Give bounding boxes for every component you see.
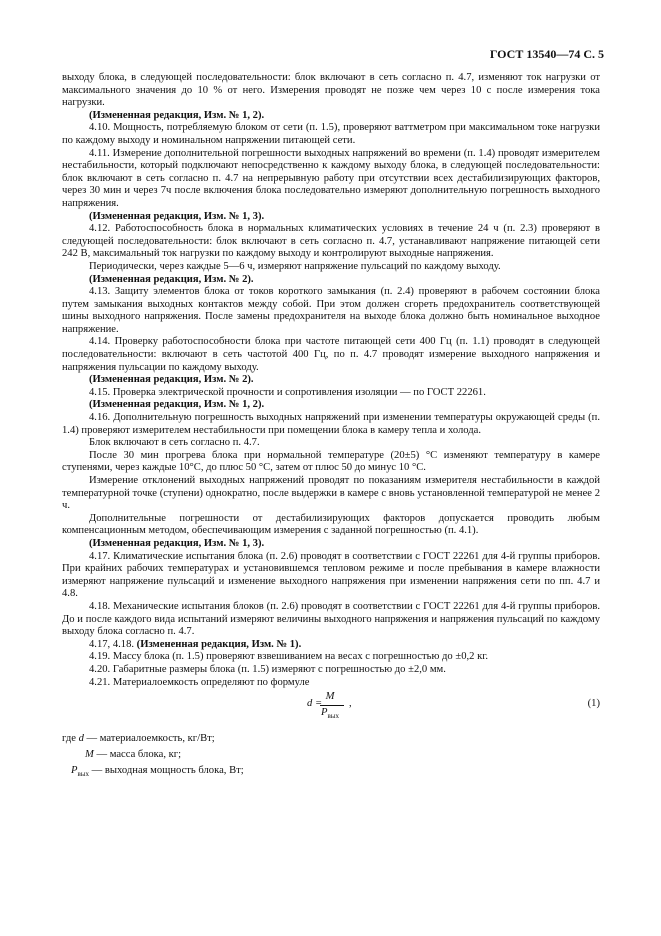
formula-denominator: $P_{вых}$ <box>321 706 339 720</box>
revision-note <box>62 639 600 652</box>
paragraph: Измерение отклонений выходных напряжений проводят по показаниям измерителя нестабильности в каждой температурной точке (ступени) однократно, после выдержки в камере с вновь установленной температурой не менее 2 ч. <box>62 475 600 512</box>
paragraph: Периодически, через каждые 5—6 ч, измеряют напряжение пульсаций по каждому выходу. <box>89 260 501 272</box>
legend-symbol: P <box>71 764 78 776</box>
revision-note: (Измененная редакция, Изм. № 2). <box>89 374 254 386</box>
formula-numerator: M <box>325 691 335 703</box>
paragraph: 4.19. Массу блока (п. 1.5) проверяют взвешиванием на весах с погрешностью до ±0,2 кг. <box>89 651 489 663</box>
paragraph-list <box>62 72 600 689</box>
paragraph: 4.18. Механические испытания блоков (п. 2.6) проводят в соответствии с ГОСТ 22261 для 4-й группы приборов. До и после каждого вида испытаний измеряют величины выходного напряжения и напряжения пульсаций по каждому выходу блока согласно п. 4.7. <box>62 600 600 638</box>
revision-note: (Измененная редакция, Изм. № 1, 2). <box>89 399 265 411</box>
paragraph: Дополнительные погрешности от дестабилизирующих факторов допускается проводить любым компенсационным методом, обеспечивающим измерения с заданной погрешностью (п. 4.1). <box>62 512 600 537</box>
formula-fraction <box>307 691 352 722</box>
paragraph: 4.21. Материалоемкость определяют по формуле <box>89 676 310 688</box>
paragraph: 4.12. Работоспособность блока в нормальных климатических условиях в течение 24 ч (п. 2.3) проверяют в следующей последовательности: блок включают в сеть согласно п. 4.7, устанавливают напряжение питающей сети 242 В, максимальный ток нагрузки по каждому выходу и контролируют выходные напряжения. <box>62 223 600 260</box>
legend-item: $P_{вых}$ — выходная мощность блока, Вт; <box>71 764 244 778</box>
page-header: ГОСТ 13540—74 С. 5 <box>489 47 604 61</box>
paragraph: 4.15. Проверка электрической прочности и сопротивления изоляции — по ГОСТ 22261. <box>89 386 486 398</box>
legend-symbol: d <box>78 733 84 745</box>
paragraph: После 30 мин прогрева блока при нормальной температуре (20±5) °С изменяют температуру в камере ступенями, через каждые 10°С, до плюс 50 °С, затем от плюс 50 до минус 10 °С. <box>62 449 600 474</box>
paragraph: 4.13. Защиту элементов блока от токов короткого замыкания (п. 2.4) проверяют в рабочем состоянии блока путем замыкания выходных контактов между собой. При этом должен сгореть предохранитель соответствующей шины выходного напряжения. После замены предохранителя на выходе блока должно быть номинальное выходное напряжение. <box>62 286 600 335</box>
paragraph: 4.10. Мощность, потребляемую блоком от сети (п. 1.5), проверяют ваттметром при максимальном токе нагрузки по каждому выходу и номинальном напряжении питающей сети. <box>62 122 600 146</box>
document-body <box>62 72 600 780</box>
fraction-bar <box>320 705 344 706</box>
formula-lhs: d = <box>307 698 323 710</box>
revision-note: (Измененная редакция, Изм. № 2). <box>89 273 254 285</box>
clause-numbers: 4.17, 4.18. <box>89 638 137 650</box>
legend-item: где d — материалоемкость, кг/Вт; <box>62 733 215 745</box>
formula-number: (1) <box>587 698 600 710</box>
paragraph: 4.17. Климатические испытания блока (п. 2.6) проводят в соответствии с ГОСТ 22261 для 4-й группы приборов. При крайних рабочих температурах и установившемся тепловом режиме и после пребывания в камере влажности измеряют напряжение пульсаций и изменение выходного напряжения при изменении напряжения сети по пп. 4.7 и 4.8. <box>62 550 600 600</box>
legend-symbol: M <box>85 748 94 760</box>
formula-block <box>62 691 600 733</box>
formula-legend <box>62 733 600 780</box>
revision-label: (Измененная редакция, Изм. № 1). <box>136 638 302 650</box>
revision-note: (Измененная редакция, Изм. № 1, 3). <box>89 210 265 222</box>
formula-comma: , <box>349 698 352 710</box>
legend-item: M — масса блока, кг; <box>85 748 182 760</box>
paragraph: Блок включают в сеть согласно п. 4.7. <box>89 437 260 449</box>
paragraph: 4.20. Габаритные размеры блока (п. 1.5) измеряют с погрешностью до ±2,0 мм. <box>89 663 446 675</box>
revision-note: (Измененная редакция, Изм. № 1, 2). <box>89 109 265 121</box>
paragraph: 4.14. Проверку работоспособности блока при частоте питающей сети 400 Гц (п. 1.1) проводят в следующей последовательности: включают в сеть частотой 400 Гц, по п. 4.7 проводят измерение выходного напряжения и напряжения пульсации по каждому выходу. <box>62 336 600 373</box>
paragraph: выходу блока, в следующей последовательности: блок включают в сеть согласно п. 4.7, изменяют ток нагрузки от максимального значения до 10 % от него. Измерения проводят не позже чем через 10 с после измерения тока нагрузки. <box>62 72 600 109</box>
paragraph: 4.11. Измерение дополнительной погрешности выходных напряжений во времени (п. 1.4) проводят измерителем нестабильности, который подключают непосредственно к каждому выходу блока, в следующей последовательности: блок включают в сеть согласно п. 4.7 на непрерывную работу при отсутствии всех дестабилизирующих факторов, через 30 мин и через 7ч после включения блока последовательно измеряют дополнительную погрешность выходного напряжения. <box>62 147 600 209</box>
revision-note: (Измененная редакция, Изм. № 1, 3). <box>89 537 265 549</box>
paragraph: 4.16. Дополнительную погрешность выходных напряжений при изменении температуры окружающей среды (п. 1.4) проверяют измерителем нестабильности при помещении блока в камеру тепла и холода. <box>62 412 600 436</box>
